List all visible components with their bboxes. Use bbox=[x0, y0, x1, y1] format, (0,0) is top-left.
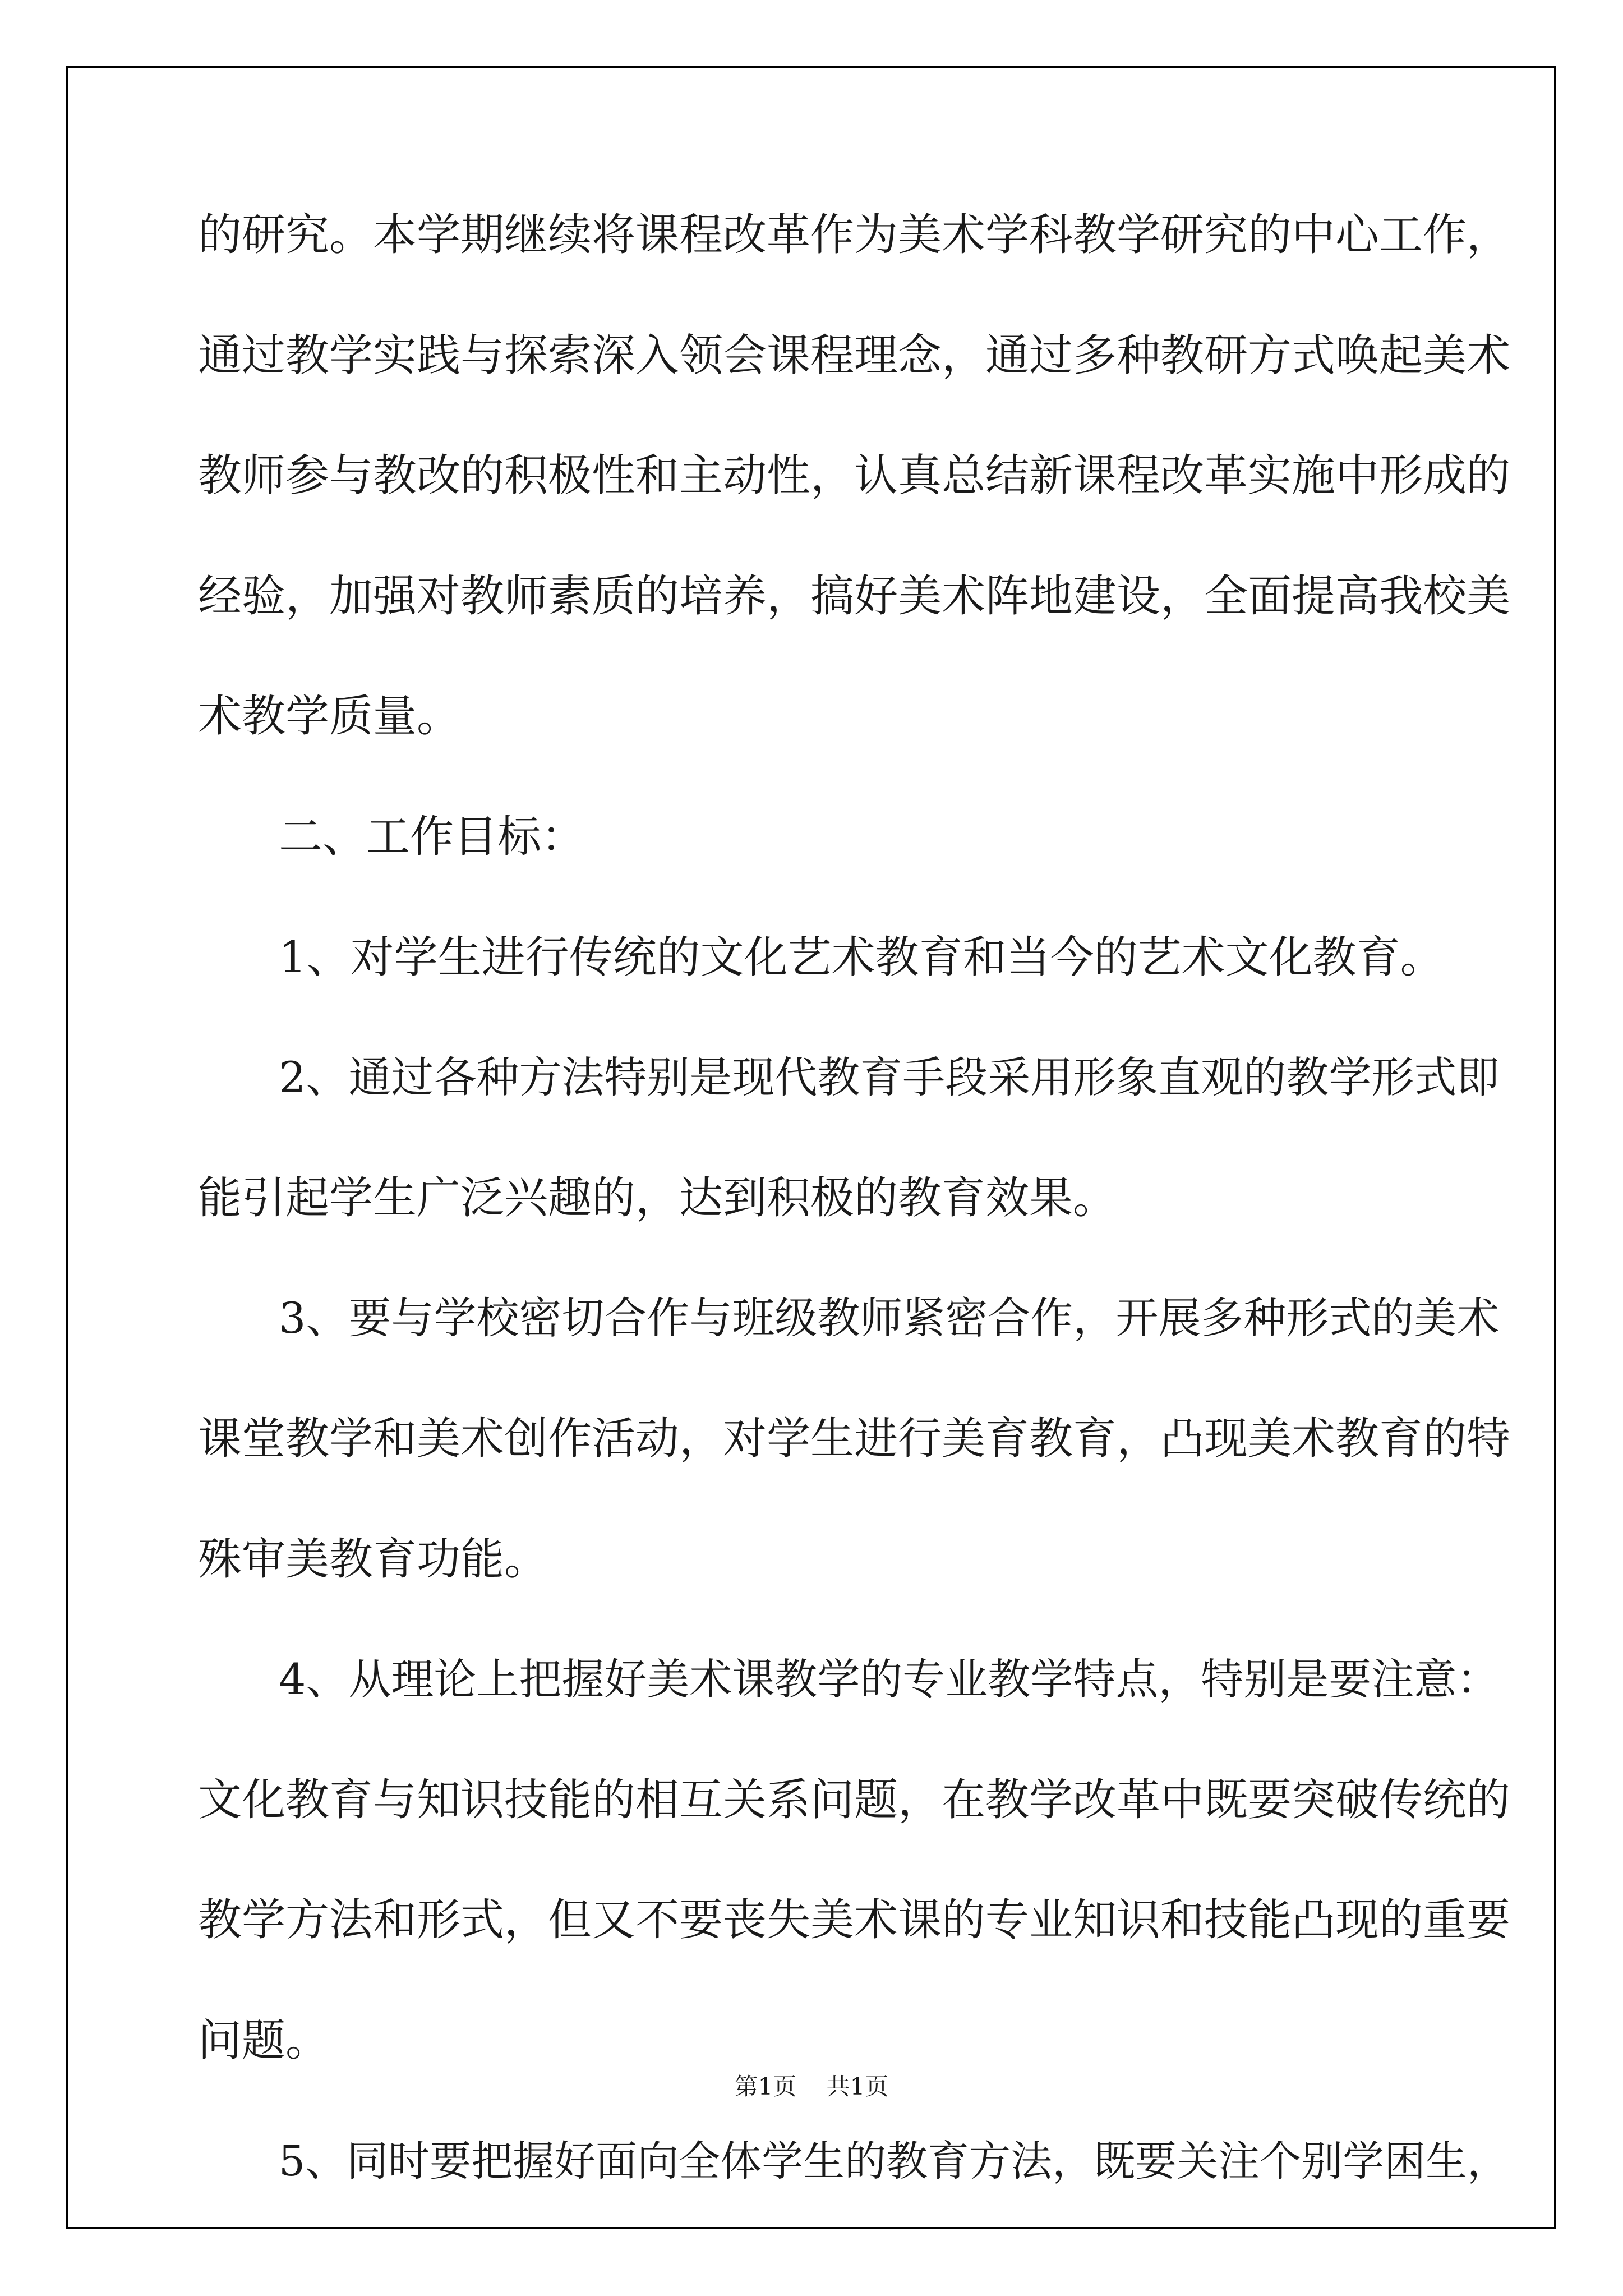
goal-4-line-4: 问题。 bbox=[198, 2016, 330, 2066]
goal-5-line-1: 5、同时要把握好面向全体学生的教育方法，既要关注个别学困生， bbox=[279, 2137, 1509, 2185]
goal-2-line-1: 2、通过各种方法特别是现代教育手段采用形象直观的教学形式即 bbox=[279, 1052, 1500, 1102]
goal-1-line-1: 1、对学生进行传统的文化艺术教育和当今的艺术文化教育。 bbox=[279, 932, 1444, 983]
goal-4-line-3: 教学方法和形式，但又不要丧失美术课的专业知识和技能凸现的重要 bbox=[198, 1895, 1511, 1945]
body-line-5: 术教学质量。 bbox=[198, 691, 461, 742]
page-number-footer: 第1页 共1页 bbox=[734, 2073, 889, 2100]
goal-3-line-1: 3、要与学校密切合作与班级教师紧密合作，开展多种形式的美术 bbox=[279, 1293, 1500, 1343]
section-heading: 二、工作目标： bbox=[279, 812, 585, 862]
body-line-3: 教师参与教改的积极性和主动性，认真总结新课程改革实施中形成的 bbox=[198, 450, 1511, 501]
goal-2-line-2: 能引起学生广泛兴趣的，达到积极的教育效果。 bbox=[198, 1173, 1117, 1223]
goal-3-line-3: 殊审美教育功能。 bbox=[198, 1534, 548, 1585]
goal-4-line-2: 文化教育与知识技能的相互关系问题，在教学改革中既要突破传统的 bbox=[198, 1775, 1511, 1825]
goal-4-line-1: 4、从理论上把握好美术课教学的专业教学特点，特别是要注意： bbox=[279, 1654, 1500, 1704]
goal-3-line-2: 课堂教学和美术创作活动，对学生进行美育教育，凸现美术教育的特 bbox=[198, 1414, 1511, 1464]
body-line-4: 经验，加强对教师素质的培养，搞好美术阵地建设，全面提高我校美 bbox=[198, 571, 1511, 622]
body-line-2: 通过教学实践与探索深入领会课程理念，通过多种教研方式唤起美术 bbox=[198, 330, 1511, 381]
body-line-1: 的研究。本学期继续将课程改革作为美术学科教学研究的中心工作， bbox=[198, 210, 1511, 260]
